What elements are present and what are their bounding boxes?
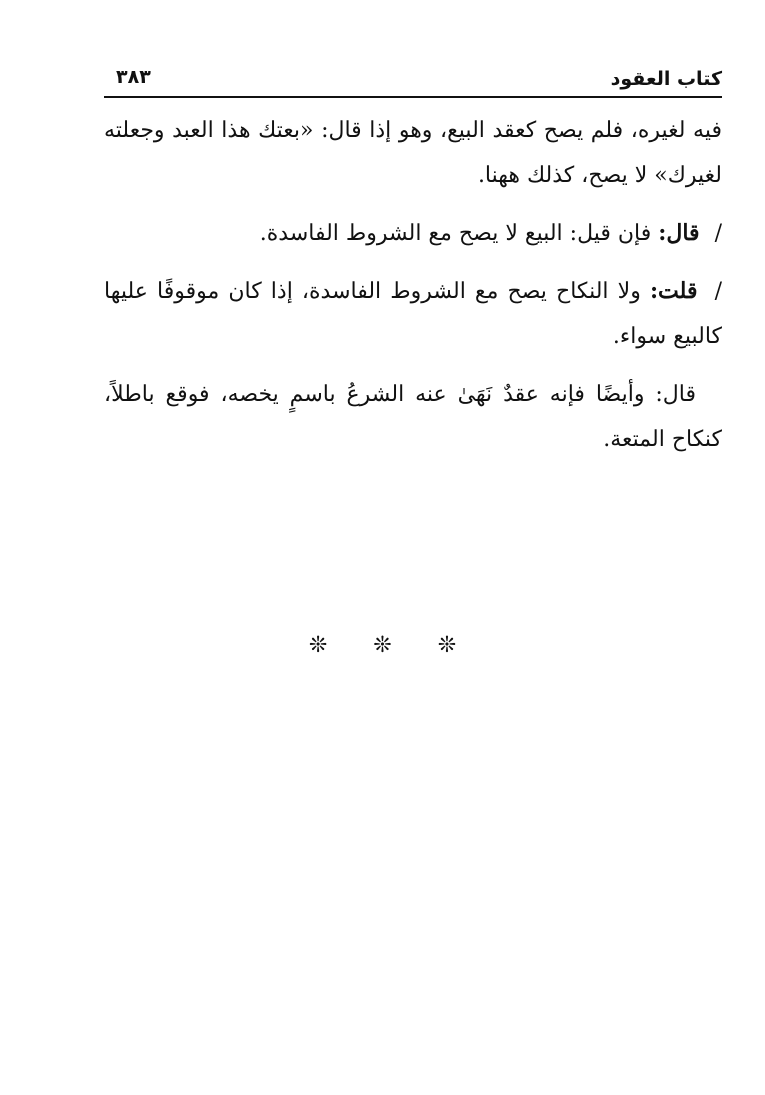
paragraph-3 bbox=[104, 269, 722, 359]
paragraph-lead: قال: bbox=[658, 220, 700, 246]
paragraph-1: فيه لغيره، فلم يصح كعقد البيع، وهو إذا قال: «بعتك هذا العبد وجعلته لغيرك» لا يصح، كذلك ههنا. bbox=[104, 118, 722, 188]
running-header bbox=[104, 62, 722, 96]
page-break-marker: / bbox=[714, 221, 722, 246]
paragraph-2 bbox=[104, 211, 722, 256]
paragraph-text: فإن قيل: البيع لا يصح مع الشروط الفاسدة. bbox=[259, 221, 652, 246]
paragraph-lead: قلت: bbox=[649, 278, 698, 304]
body-text bbox=[104, 108, 722, 475]
asterism-star-icon: ❊ bbox=[437, 633, 457, 658]
page-number: ٣٨٣ bbox=[116, 66, 151, 88]
book-title: كتاب العقود bbox=[610, 68, 722, 90]
asterism-star-icon: ❊ bbox=[373, 633, 392, 658]
page-break-marker: / bbox=[714, 279, 722, 304]
asterism-star-icon: ❊ bbox=[308, 633, 328, 658]
header-rule bbox=[104, 96, 722, 98]
section-end-ornament bbox=[0, 628, 765, 664]
paragraph-4: قال: وأيضًا فإنه عقدٌ نَهَىٰ عنه الشرعُ باسمٍ يخصه، فوقع باطلاً، كنكاح المتعة. bbox=[104, 382, 722, 452]
paragraph-text: ولا النكاح يصح مع الشروط الفاسدة، إذا كان موقوفًا عليها كالبيع سواء. bbox=[104, 279, 722, 349]
